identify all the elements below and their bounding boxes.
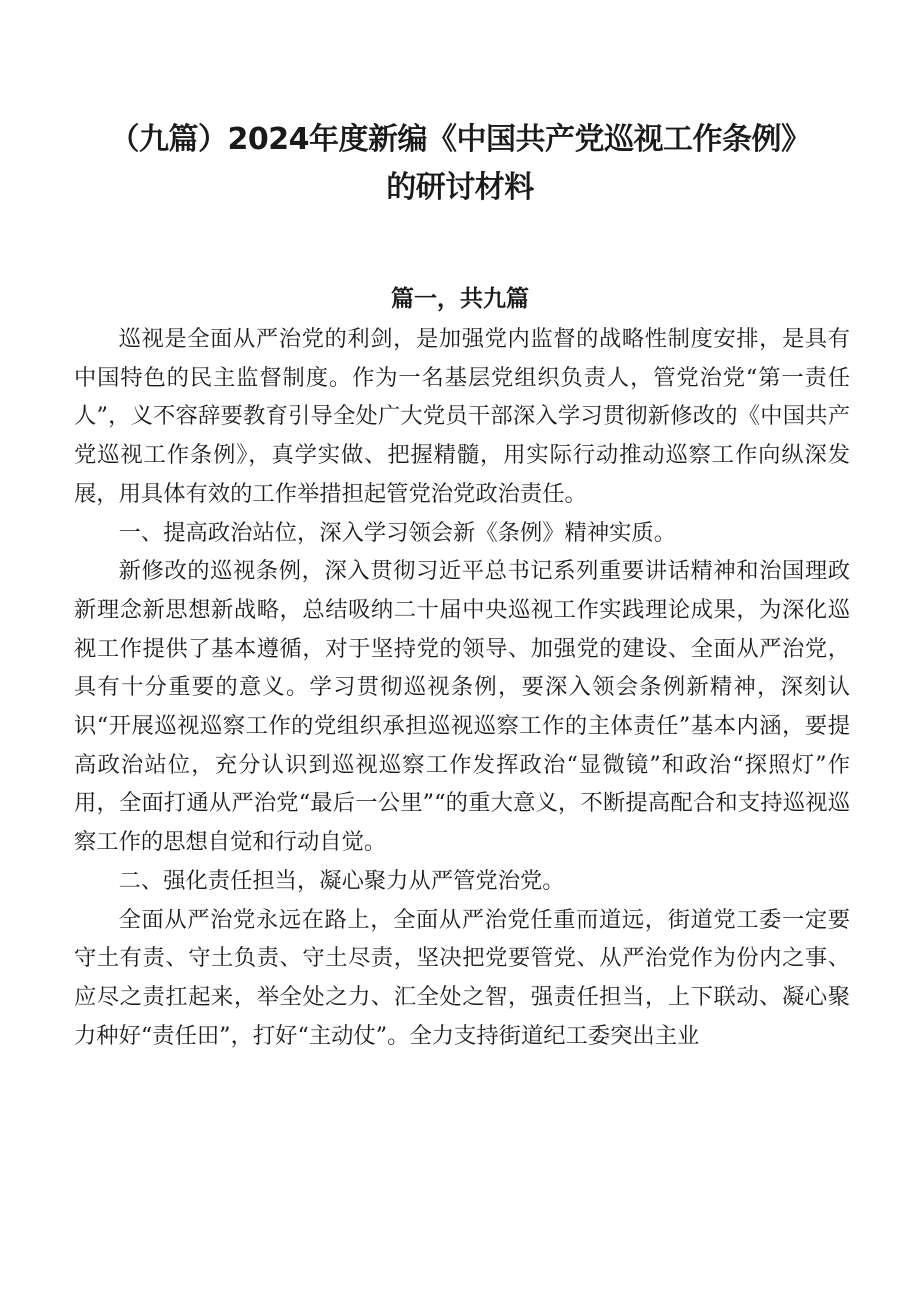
paragraph-point-1-heading: 一、提高政治站位，深入学习领会新《条例》精神实质。	[118, 519, 677, 546]
paragraph-point-2-heading: 二、强化责任担当，凝心聚力从严管党治党。	[118, 867, 565, 894]
document-title-line-1: （九篇）2024年度新编《中国共产党巡视工作条例》	[109, 122, 811, 157]
document-body	[74, 320, 850, 1055]
section-heading: 篇一，共九篇	[391, 286, 529, 312]
paragraph-intro: 巡视是全面从严治党的利剑，是加强党内监督的战略性制度安排，是具有中国特色的民主监督制度。作为一名基层党组织负责人，管党治党“第一责任人”，义不容辞要教育引导全处广大党员干部深入学习贯彻新修改的《中国共产党巡视工作条例》，真学实做、把握精髓，用实际行动推动巡察工作向纵深发展，用具体有效的工作举措担起管党治党政治责任。	[74, 326, 850, 507]
paragraph-point-1-body: 新修改的巡视条例，深入贯彻习近平总书记系列重要讲话精神和治国理政新理念新思想新战略，总结吸纳二十届中央巡视工作实践理论成果，为深化巡视工作提供了基本遵循，对于坚持党的领导、加强党的建设、全面从严治党，具有十分重要的意义。学习贯彻巡视条例，要深入领会条例新精神，深刻认识“开展巡视巡察工作的党组织承担巡视巡察工作的主体责任”基本内涵，要提高政治站位，充分认识到巡视巡察工作发挥政治“显微镜”和政治“探照灯”作用，全面打通从严治党“最后一公里”“的重大意义，不断提高配合和支持巡视巡察工作的思想自觉和行动自觉。	[74, 558, 850, 856]
document-title-line-2: 的研讨材料	[386, 170, 534, 205]
paragraph-point-2-body: 全面从严治党永远在路上，全面从严治党任重而道远，街道党工委一定要守土有责、守土负责、守土尽责，坚决把党要管党、从严治党作为份内之事、应尽之责扛起来，举全处之力、汇全处之智，强责任担当，上下联动、凝心聚力种好“责任田”，打好“主动仗”。全力支持街道纪工委突出主业	[74, 906, 850, 1049]
